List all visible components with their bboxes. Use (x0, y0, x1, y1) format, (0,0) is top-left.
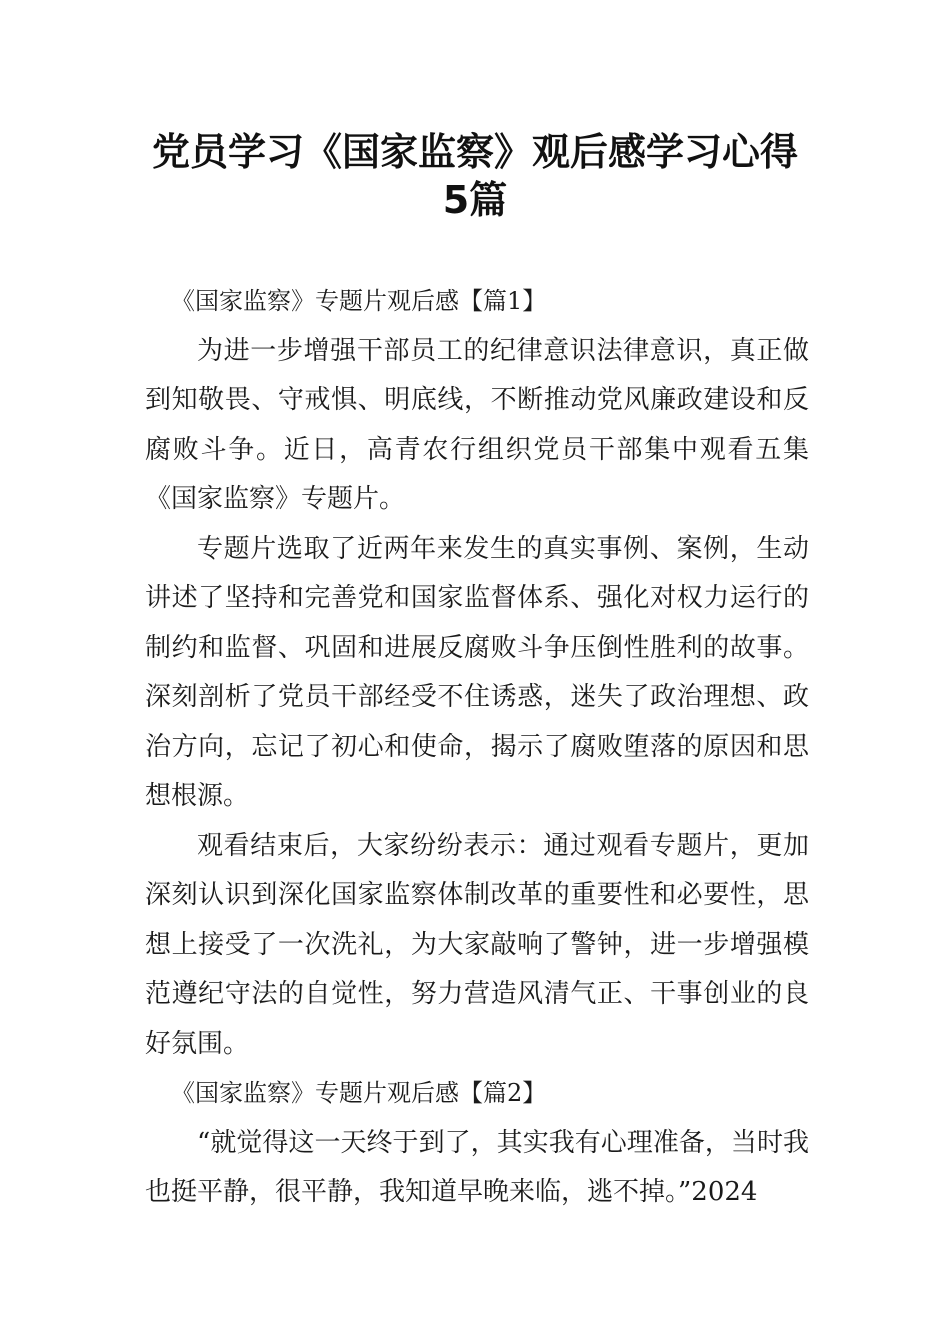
paragraph: 专题片选取了近两年来发生的真实事例、案例，生动讲述了坚持和完善党和国家监督体系、强化对权力运行的制约和监督、巩固和进展反腐败斗争压倒性胜利的故事。深刻剖析了党员干部经受不住诱惑，迷失了政治理想、政治方向，忘记了初心和使命，揭示了腐败堕落的原因和思想根源。 (145, 533, 809, 811)
section-heading-2: 《国家监察》专题片观后感【篇2】 (171, 1079, 547, 1107)
title-line-1: 党员学习《国家监察》观后感学习心得 (151, 130, 798, 174)
paragraph: “就觉得这一天终于到了，其实我有心理准备，当时我也挺平静，很平静，我知道早晚来临，逃不掉。”2024 (145, 1127, 809, 1207)
title-line-2: 5篇 (442, 178, 508, 222)
section-heading-1: 《国家监察》专题片观后感【篇1】 (171, 287, 547, 315)
paragraph: 观看结束后，大家纷纷表示：通过观看专题片，更加深刻认识到深化国家监察体制改革的重要性和必要性，思想上接受了一次洗礼，为大家敲响了警钟，进一步增强模范遵纪守法的自觉性，努力营造风清气正、干事创业的良好氛围。 (145, 830, 809, 1059)
paragraph: 为进一步增强干部员工的纪律意识法律意识，真正做到知敬畏、守戒惧、明底线，不断推动党风廉政建设和反腐败斗争。近日，高青农行组织党员干部集中观看五集《国家监察》专题片。 (145, 335, 809, 514)
document-title (0, 128, 950, 224)
document-body (145, 277, 809, 1218)
